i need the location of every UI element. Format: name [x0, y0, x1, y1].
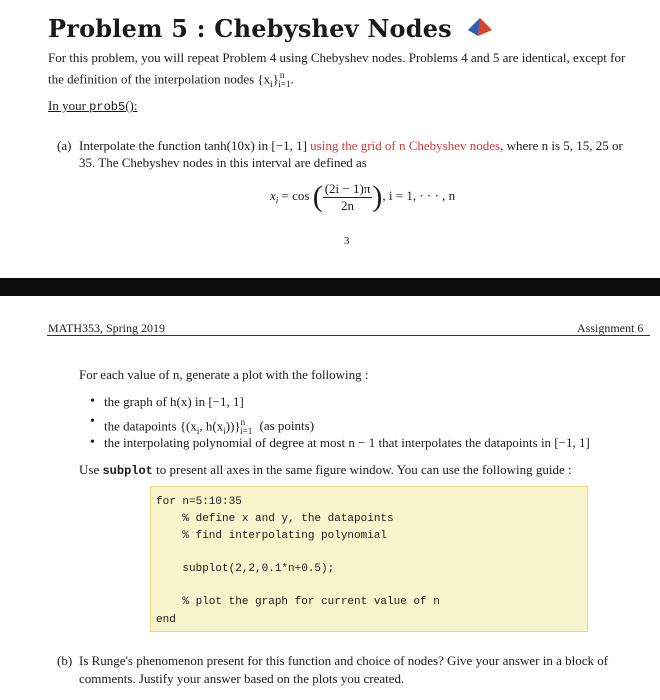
- bullet-2-text: the datapoints {(x: [104, 418, 197, 434]
- code-block: [150, 486, 588, 632]
- subplot-code: subplot: [102, 464, 153, 478]
- code-line-3: % find interpolating polynomial: [156, 530, 388, 542]
- bullet-2-sub: i=1: [240, 425, 253, 436]
- logo-icon: [466, 16, 494, 46]
- intro-end: .: [290, 71, 294, 87]
- header-rule: [47, 335, 650, 336]
- formula-num: (2i − 1)π: [324, 180, 371, 196]
- code-line-5: subplot(2,2,0.1*n+0.5);: [156, 563, 335, 575]
- part-b-line-2: comments. Justify your answer based on the plots you created.: [79, 671, 405, 686]
- prob5-prefix: In your: [48, 98, 90, 113]
- intro-text: the definition of the interpolation nodes {x: [48, 71, 271, 87]
- part-a-red-text: using the grid of n Chebyshev nodes: [310, 138, 501, 153]
- formula-den: 2n: [341, 197, 355, 213]
- part-a-text2: , where n is 5, 15, 25 or: [500, 138, 623, 153]
- code-line-1: for n=5:10:35: [156, 496, 242, 508]
- page-break-bar: [0, 278, 660, 296]
- code-line-8: end: [156, 614, 176, 626]
- part-a-line-2: 35. The Chebyshev nodes in this interval are defined as: [79, 155, 367, 170]
- subplot-prefix: Use: [79, 462, 103, 477]
- formula-rhs: , i = 1, · · · , n: [382, 187, 456, 203]
- intro-sup-n: n: [279, 70, 285, 80]
- part-a-line-1: [79, 137, 654, 155]
- intro-line-2: the definition of the interpolation nodes $\{x_i\}^n_{i=1}$.: [48, 70, 294, 89]
- code-line-2: % define x and y, the datapoints: [156, 513, 394, 525]
- subplot-suffix: to present all axes in the same figure window. You can use the following guide :: [152, 462, 572, 477]
- formula-lhs: x: [270, 187, 276, 203]
- page-number: 3: [344, 235, 350, 247]
- prob5-code: prob5: [89, 100, 126, 114]
- formula-lhs-sub: i: [275, 195, 279, 206]
- intro-sub-range: i=1: [278, 78, 291, 89]
- part-a-text1: Interpolate the function tanh(10x) in [−1, 1]: [79, 138, 311, 153]
- formula-eq: = cos: [278, 187, 310, 203]
- page-title: [48, 14, 494, 46]
- subplot-line: [79, 461, 572, 480]
- intro-sub-i: i: [270, 78, 273, 89]
- plot-intro: For each value of n, generate a plot with the following :: [79, 367, 369, 382]
- part-a-label: (a): [57, 138, 72, 153]
- header-left: MATH353, Spring 2019: [48, 321, 166, 335]
- bullet-2-tail: (as points): [259, 418, 315, 434]
- bullet-item-3: • the interpolating polynomial of degree at most n − 1 that interpolates the datapoints in [−1, 1]: [104, 434, 590, 452]
- bullet-2-sup: n: [240, 417, 246, 427]
- chebyshev-formula: $x_i = \cos$ ( $\frac{(2i - 1)\pi}{2n}$ ), i = 1, · · · , n: [270, 180, 456, 213]
- part-b-line-1: Is Runge's phenomenon present for this function and choice of nodes? Give your answer in a block of: [79, 653, 609, 668]
- bullet-2-end: ))}: [225, 418, 241, 434]
- bullet-item-2: • the datapoints {($x_i$, $h(x_i))\}^n_{i=1}$ (as points): [104, 413, 314, 440]
- bullet-2-rest: , h(x: [199, 418, 224, 434]
- prob5-suffix: ():: [125, 98, 138, 113]
- bullet-item-1: • the graph of h(x) in [−1, 1]: [104, 393, 244, 411]
- prob5-line: [48, 97, 137, 116]
- title-text: Problem 5 : Chebyshev Nodes: [48, 14, 452, 43]
- header-right: Assignment 6: [577, 321, 644, 335]
- part-b-label: (b): [57, 653, 73, 668]
- intro-line-1: For this problem, you will repeat Problem 4 using Chebyshev nodes. Problems 4 and 5 are identical, except for: [48, 50, 626, 65]
- code-line-7: % plot the graph for current value of n: [156, 596, 440, 608]
- formula-fraction: [323, 181, 373, 214]
